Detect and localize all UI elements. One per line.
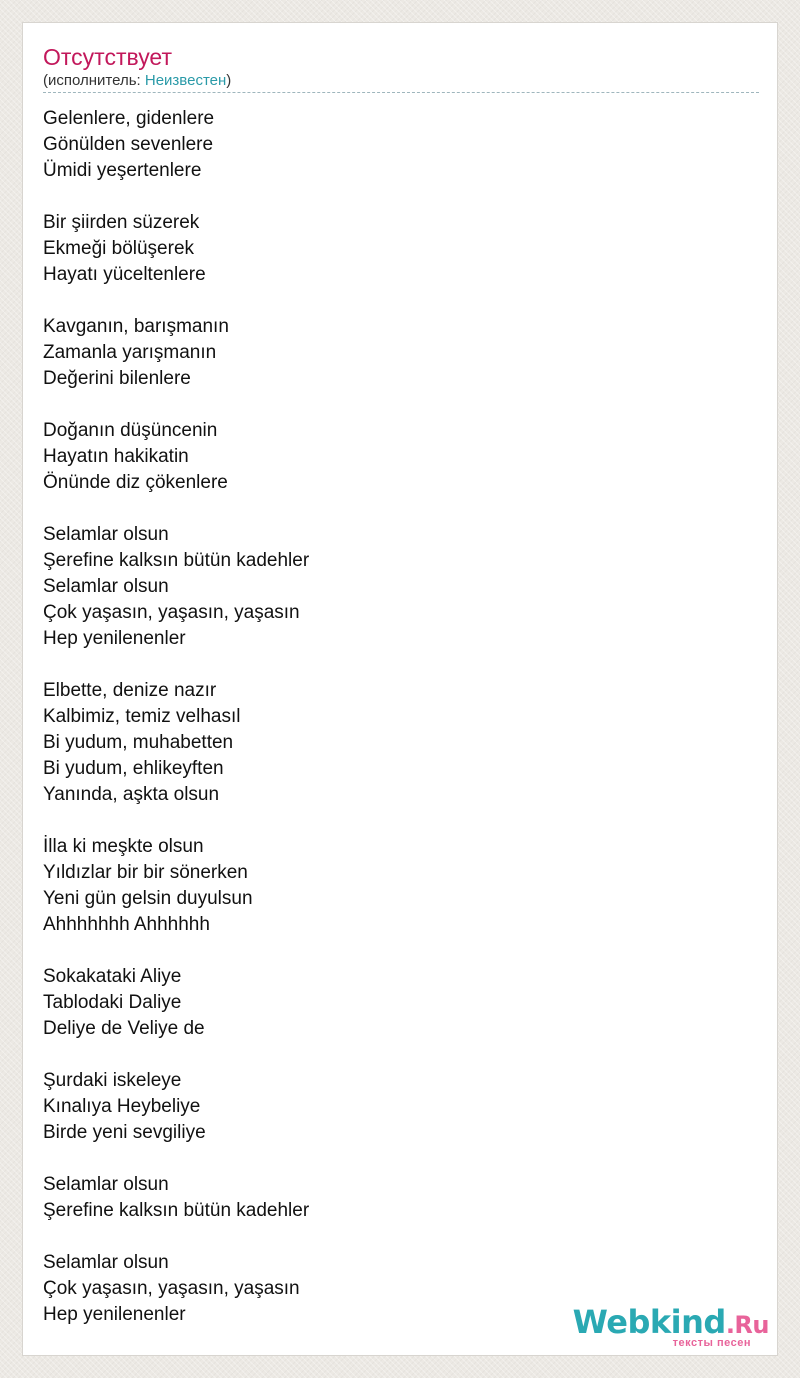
lyric-line: Çok yaşasın, yaşasın, yaşasın xyxy=(43,1278,300,1299)
lyric-line: Hayatın hakikatin xyxy=(43,446,189,467)
logo-main-text: Webkind xyxy=(572,1303,726,1341)
lyric-line: Şerefine kalksın bütün kadehler xyxy=(43,1200,310,1221)
lyric-line: Selamlar olsun xyxy=(43,1252,169,1273)
stanza xyxy=(43,314,759,392)
lyric-line: Kınalıya Heybeliye xyxy=(43,1096,201,1117)
lyric-line: Gönülden sevenlere xyxy=(43,134,214,155)
lyric-line: Yeni gün gelsin duyulsun xyxy=(43,888,253,909)
lyric-line: Şurdaki iskeleye xyxy=(43,1070,182,1091)
lyric-line: Yanında, aşkta olsun xyxy=(43,784,220,805)
lyric-line: Ümidi yeşertenlere xyxy=(43,160,202,181)
lyric-line: Doğanın düşüncenin xyxy=(43,420,218,441)
stanza xyxy=(43,1172,759,1224)
stanza xyxy=(43,964,759,1042)
lyric-line: Önünde diz çökenlere xyxy=(43,472,228,493)
song-header xyxy=(43,43,759,93)
artist-line xyxy=(43,71,759,91)
stanza xyxy=(43,418,759,496)
lyric-line: Deliye de Veliye de xyxy=(43,1018,205,1039)
lyric-line: Zamanla yarışmanın xyxy=(43,342,217,363)
stanza xyxy=(43,678,759,808)
stanza xyxy=(43,210,759,288)
lyric-line: Selamlar olsun xyxy=(43,576,169,597)
lyric-line: Ahhhhhhh Ahhhhhh xyxy=(43,914,210,935)
stanza xyxy=(43,522,759,652)
artist-prefix: (исполнитель: xyxy=(43,72,145,89)
lyric-line: Tablodaki Daliye xyxy=(43,992,182,1013)
artist-suffix: ) xyxy=(226,72,232,89)
lyric-line: İlla ki meşkte olsun xyxy=(43,836,204,857)
logo-tagline: тексты песен xyxy=(672,1337,751,1349)
lyrics-body xyxy=(43,106,759,1354)
lyric-line: Selamlar olsun xyxy=(43,1174,169,1195)
lyric-line: Selamlar olsun xyxy=(43,524,169,545)
lyric-line: Kavganın, barışmanın xyxy=(43,316,229,337)
lyric-line: Yıldızlar bir bir sönerken xyxy=(43,862,248,883)
lyric-line: Şerefine kalksın bütün kadehler xyxy=(43,550,310,571)
logo-suffix: .Ru xyxy=(725,1311,769,1339)
site-logo[interactable] xyxy=(569,1305,769,1349)
lyric-line: Bir şiirden süzerek xyxy=(43,212,200,233)
stanza xyxy=(43,106,759,184)
lyric-line: Bi yudum, muhabetten xyxy=(43,732,234,753)
lyric-line: Elbette, denize nazır xyxy=(43,680,217,701)
lyric-line: Bi yudum, ehlikeyften xyxy=(43,758,224,779)
lyric-line: Hep yenilenenler xyxy=(43,1304,186,1325)
artist-link[interactable]: Неизвестен xyxy=(144,72,227,89)
lyrics-card xyxy=(22,22,778,1356)
lyric-line: Gelenlere, gidenlere xyxy=(43,108,215,129)
stanza xyxy=(43,1068,759,1146)
lyric-line: Hayatı yüceltenlere xyxy=(43,264,206,285)
lyric-line: Çok yaşasın, yaşasın, yaşasın xyxy=(43,602,300,623)
lyric-line: Değerini bilenlere xyxy=(43,368,191,389)
lyric-line: Sokakataki Aliye xyxy=(43,966,182,987)
lyric-line: Hep yenilenenler xyxy=(43,628,186,649)
lyric-line: Kalbimiz, temiz velhasıl xyxy=(43,706,241,727)
lyric-line: Ekmeği bölüşerek xyxy=(43,238,195,259)
lyric-line: Birde yeni sevgiliye xyxy=(43,1122,206,1143)
song-title: Отсутствует xyxy=(43,44,172,70)
stanza xyxy=(43,834,759,938)
